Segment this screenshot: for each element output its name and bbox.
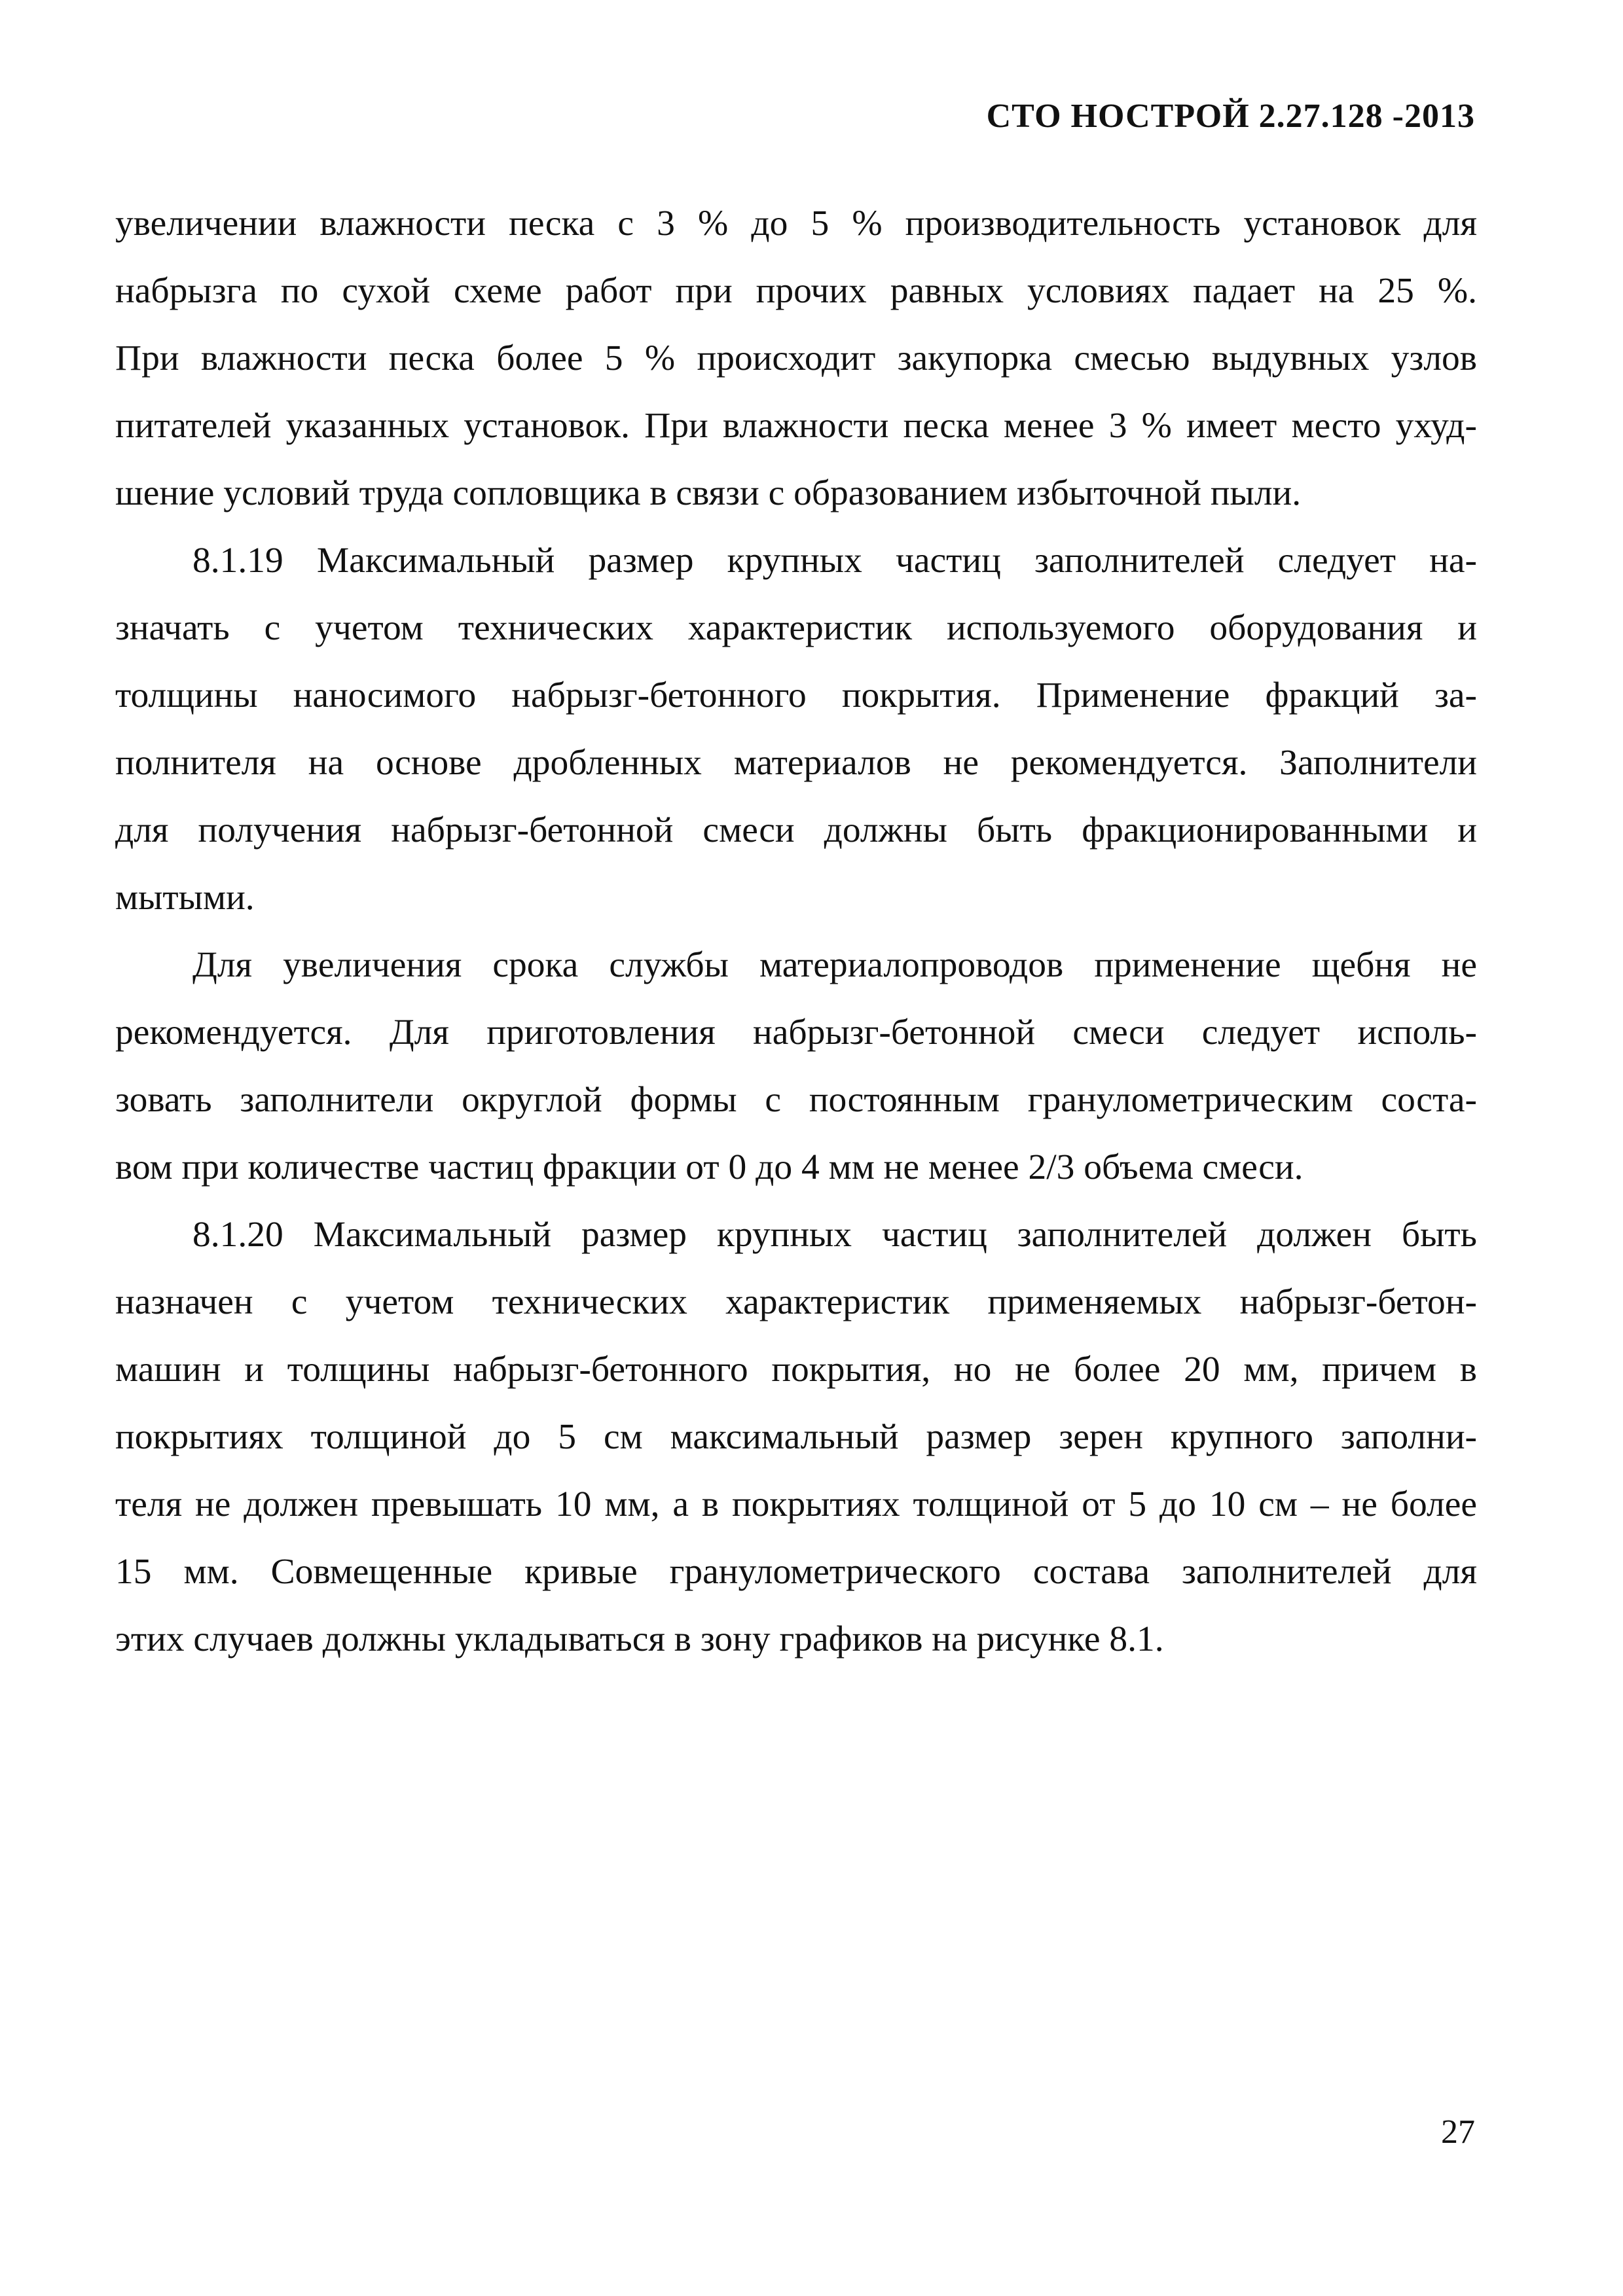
text-line: для получения набрызг-бетонной смеси должны быть фракционированными и <box>115 810 1477 850</box>
text-line: увеличении влажности песка с 3 % до 5 % производительность установок для <box>115 204 1477 243</box>
text-line: 15 мм. Совмещенные кривые гранулометрического состава заполнителей для <box>115 1552 1477 1592</box>
text-line: рекомендуется. Для приготовления набрызг-бетонной смеси следует исполь- <box>115 1013 1477 1052</box>
text-line: шение условий труда сопловщика в связи с образованием избыточной пыли. <box>115 473 1302 513</box>
text-line: вом при количестве частиц фракции от 0 до 4 мм не менее 2/3 объема смеси. <box>115 1147 1304 1187</box>
text-line: теля не должен превышать 10 мм, а в покрытиях толщиной от 5 до 10 см – не более <box>115 1484 1477 1524</box>
text-line: 8.1.19 Максимальный размер крупных частиц заполнителей следует на- <box>192 541 1477 581</box>
document-header-code: СТО НОСТРОЙ 2.27.128 -2013 <box>986 98 1475 135</box>
text-line: набрызга по сухой схеме работ при прочих равных условиях падает на 25 %. <box>115 271 1477 311</box>
text-line: назначен с учетом технических характеристик применяемых набрызг-бетон- <box>115 1282 1477 1322</box>
text-line: толщины наносимого набрызг-бетонного покрытия. Применение фракций за- <box>115 675 1477 715</box>
text-line: покрытиях толщиной до 5 см максимальный размер зерен крупного заполни- <box>115 1417 1477 1457</box>
text-line: При влажности песка более 5 % происходит закупорка смесью выдувных узлов <box>115 338 1477 378</box>
text-line: машин и толщины набрызг-бетонного покрытия, но не более 20 мм, причем в <box>115 1350 1477 1390</box>
text-line: полнителя на основе дробленных материалов не рекомендуется. Заполнители <box>115 743 1477 783</box>
text-line: Для увеличения срока службы материалопроводов применение щебня не <box>192 945 1477 985</box>
text-line: зовать заполнители округлой формы с постоянным гранулометрическим соста- <box>115 1080 1477 1120</box>
text-line: этих случаев должны укладываться в зону графиков на рисунке 8.1. <box>115 1619 1164 1659</box>
text-line: 8.1.20 Максимальный размер крупных частиц заполнителей должен быть <box>192 1215 1477 1255</box>
text-line: питателей указанных установок. При влажности песка менее 3 % имеет место ухуд- <box>115 406 1477 446</box>
body-text <box>115 190 1477 1673</box>
text-line: мытыми. <box>115 878 255 918</box>
text-line: значать с учетом технических характеристик используемого оборудования и <box>115 608 1477 648</box>
page-number: 27 <box>1441 2113 1475 2151</box>
